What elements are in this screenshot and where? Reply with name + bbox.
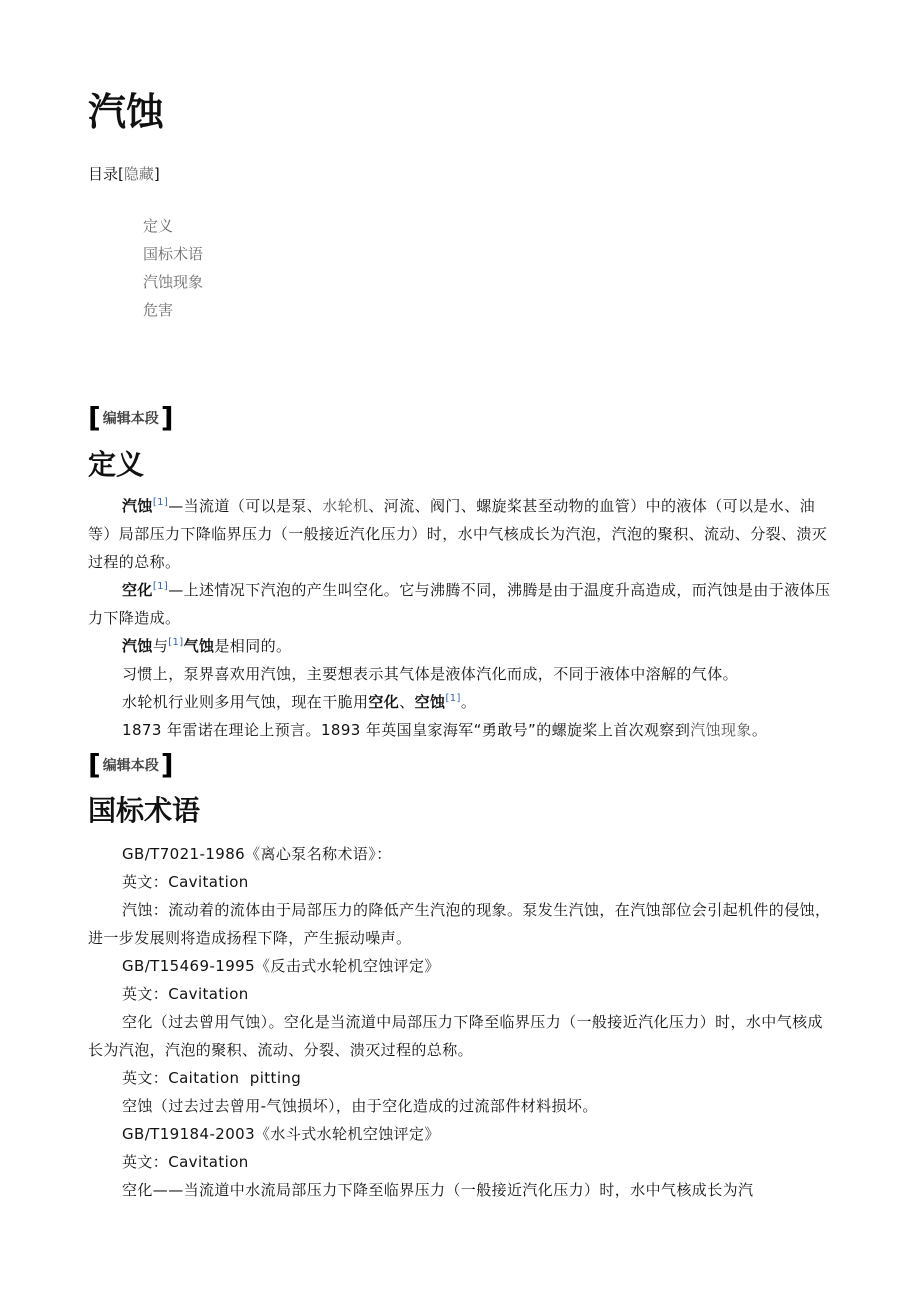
text-span: —当流道（可以是泵、: [168, 497, 323, 515]
term-kongshi: 空蚀: [414, 693, 446, 711]
edit-bracket-open: [: [88, 748, 101, 781]
text-span: 、: [399, 693, 415, 711]
term-definition: 汽蚀：流动着的流体由于局部压力的降低产生汽泡的现象。泵发生汽蚀，在汽蚀部位会引起机件的侵蚀，进一步发展则将造成扬程下降，产生振动噪声。: [88, 901, 831, 947]
edit-section-link[interactable]: [88, 748, 174, 781]
english-term: 英文：Cavitation: [122, 985, 249, 1003]
term-qishi: 汽蚀: [122, 497, 153, 515]
toc-hide-link[interactable]: 隐藏: [123, 165, 154, 183]
english-term: 英文：Cavitation: [122, 873, 249, 891]
usage-paragraph: 习惯上，泵界喜欢用汽蚀，主要想表示其气体是液体汽化而成，不同于液体中溶解的气体。: [122, 665, 739, 683]
text-span: 与: [152, 637, 169, 655]
industry-paragraph: [88, 688, 832, 716]
definition-paragraph: [88, 492, 832, 576]
term-qishi: 汽蚀: [122, 637, 153, 655]
text-span: 、河流、阀门、螺旋桨甚至动物的血管）中的液体（可以是水、油等）局部压力下降临界压力（一般接近汽化压力）时，水中气核成长为汽泡，汽泡的聚积、流动、分裂、溃灭过程的总称。: [88, 497, 828, 571]
reference-link[interactable]: [1]: [152, 497, 169, 508]
toc-item-phenomenon[interactable]: 汽蚀现象: [143, 273, 204, 291]
cavitation-paragraph: [88, 576, 832, 632]
reference-link[interactable]: [1]: [152, 581, 169, 592]
term-qishi-alt: 气蚀: [183, 637, 215, 655]
toc-bracket-close: ]: [153, 165, 160, 183]
text-span: 水轮机行业则多用气蚀，现在干脆用: [122, 693, 369, 711]
edit-bracket-close: ]: [160, 748, 174, 781]
edit-bracket-open: [: [88, 401, 101, 434]
toc-header: [88, 163, 160, 185]
text-span: 。: [460, 693, 477, 711]
term-definition: 空蚀（过去过去曾用-气蚀损坏），由于空化造成的过流部件材料损坏。: [122, 1097, 598, 1115]
term-konghua: 空化: [122, 581, 153, 599]
term-definition: 空化（过去曾用气蚀）。空化是当流道中局部压力下降至临界压力（一般接近汽化压力）时，水中气核成长为汽泡，汽泡的聚积、流动、分裂、溃灭过程的总称。: [88, 1013, 823, 1059]
link-phenomenon[interactable]: 汽蚀现象: [690, 721, 752, 739]
text-span: 。: [751, 721, 768, 739]
history-paragraph: [88, 716, 832, 744]
reference-link[interactable]: [1]: [445, 693, 461, 704]
toc-item-definition[interactable]: 定义: [143, 217, 174, 235]
toc-list: [143, 212, 203, 324]
link-shuilunji[interactable]: 水轮机: [322, 497, 369, 515]
text-span: —上述情况下汽泡的产生叫空化。它与沸腾不同，沸腾是由于温度升高造成，而汽蚀是由于液体压力下降造成。: [88, 581, 831, 627]
standard-title: GB/T19184-2003《水斗式水轮机空蚀评定》: [122, 1125, 440, 1143]
toc-label: 目录: [88, 165, 119, 183]
toc-item-harm[interactable]: 危害: [143, 301, 174, 319]
page-title: 汽蚀: [88, 90, 165, 134]
term-definition: 空化——当流道中水流局部压力下降至临界压力（一般接近汽化压力）时，水中气核成长为汽: [122, 1181, 754, 1199]
toc-bracket-open: [: [118, 165, 124, 183]
edit-label: 编辑本段: [102, 758, 159, 774]
section-heading-terms: 国标术语: [88, 794, 201, 827]
text-span: 1873 年雷诺在理论上预言。1893 年英国皇家海军“勇敢号”的螺旋桨上首次观察到: [122, 721, 691, 739]
synonym-paragraph: [88, 632, 832, 660]
standard-title: GB/T7021-1986《离心泵名称术语》：: [122, 845, 392, 863]
reference-link[interactable]: [1]: [168, 637, 184, 648]
toc-item-terms[interactable]: 国标术语: [143, 245, 204, 263]
edit-section-link[interactable]: [88, 401, 174, 434]
term-konghua: 空化: [368, 693, 400, 711]
text-span: 是相同的。: [214, 637, 292, 655]
section-heading-definition: 定义: [88, 448, 145, 481]
edit-bracket-close: ]: [160, 401, 174, 434]
english-term: 英文：Caitation pitting: [122, 1069, 302, 1087]
english-term: 英文：Cavitation: [122, 1153, 249, 1171]
edit-label: 编辑本段: [102, 411, 159, 427]
standard-title: GB/T15469-1995《反击式水轮机空蚀评定》: [122, 957, 440, 975]
